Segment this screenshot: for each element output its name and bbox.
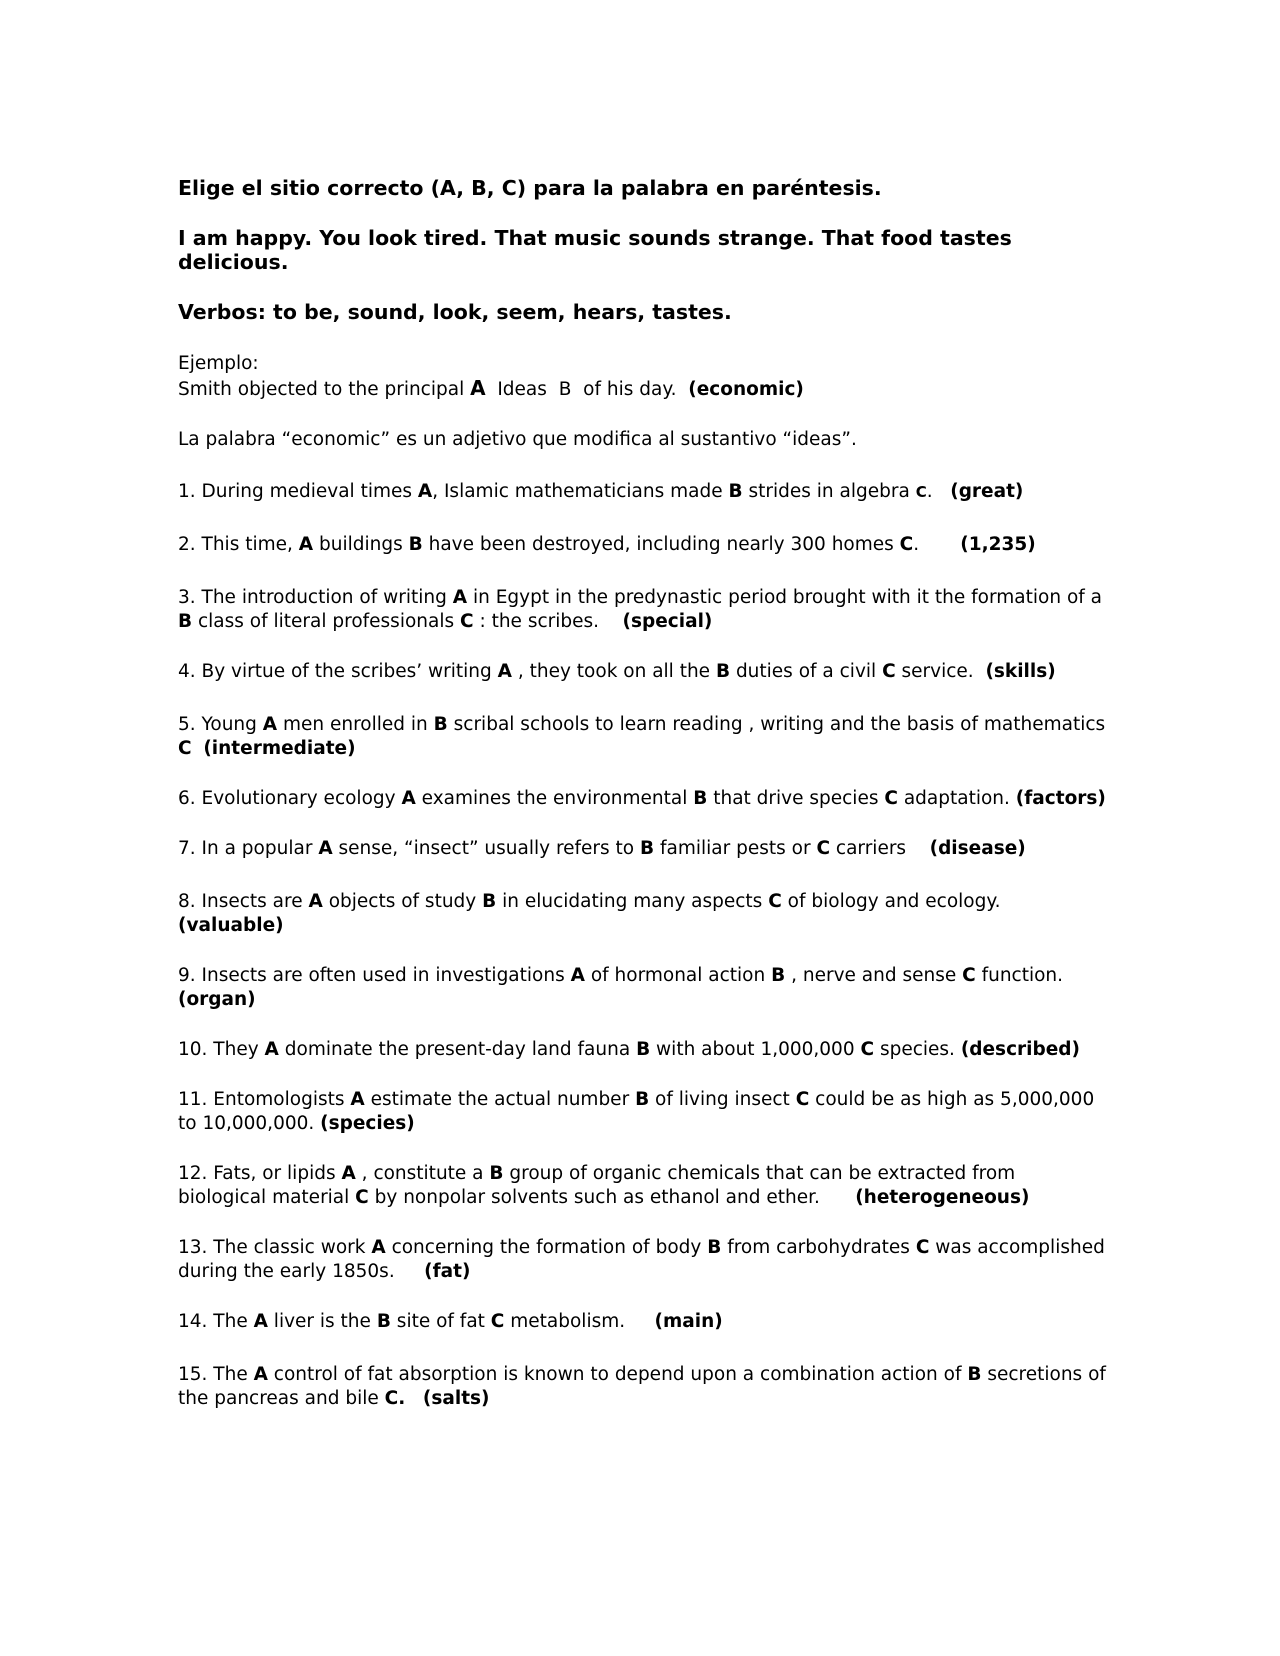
question-text: : the scribes. <box>473 611 623 632</box>
question-text: duties of a civil <box>730 661 883 682</box>
marker-b: B <box>707 1237 722 1258</box>
marker-a: A <box>497 661 512 682</box>
marker-a: A <box>350 1089 365 1110</box>
question-text: 7. In a popular <box>178 838 319 859</box>
question-text: control of fat absorption is known to depend upon a combination action of <box>267 1364 968 1385</box>
marker-b: B <box>635 1089 650 1110</box>
marker-c: C <box>355 1187 369 1208</box>
question-text: men enrolled in <box>277 714 434 735</box>
question-text: with about 1,000,000 <box>650 1039 861 1060</box>
marker-a: A <box>318 838 333 859</box>
marker-c: C <box>882 661 896 682</box>
marker-c: C <box>962 965 976 986</box>
answer-word: (salts) <box>422 1388 490 1409</box>
question-item <box>178 1363 1112 1411</box>
marker-a: A <box>341 1163 356 1184</box>
question-item <box>178 837 1108 861</box>
question-text: class of literal professionals <box>192 611 460 632</box>
question-text: group of organic chemicals that can be extracted from biological material <box>178 1163 1022 1208</box>
answer-word: (skills) <box>985 661 1056 682</box>
question-text: service. <box>895 661 986 682</box>
marker-a: A <box>264 1039 279 1060</box>
marker-c: C <box>460 611 474 632</box>
question-text: 9. Insects are often used in investigations <box>178 965 571 986</box>
question-text: scribal schools to learn reading , writing and the basis of mathematics <box>447 714 1112 735</box>
marker-a: A <box>298 534 314 555</box>
answer-word: (intermediate) <box>203 738 356 759</box>
question-text: concerning the formation of body <box>385 1237 708 1258</box>
answer-word: (1,235) <box>960 534 1036 555</box>
marker-c: C <box>490 1311 505 1332</box>
marker-b: B <box>178 611 193 632</box>
marker-c: C <box>915 483 927 501</box>
answer-word: (great) <box>950 481 1024 502</box>
question-text: , constitute a <box>355 1163 490 1184</box>
question-text: could be as high as 5,000,000 to 10,000,000. <box>178 1089 1101 1134</box>
question-text: , Islamic mathematicians made <box>432 481 729 502</box>
question-text <box>192 738 204 759</box>
marker-b: B <box>482 891 497 912</box>
question-text: 6. Evolutionary ecology <box>178 788 402 809</box>
marker-c: C <box>860 1039 875 1060</box>
question-item <box>178 1088 1108 1136</box>
question-text: familiar pests or <box>654 838 817 859</box>
question-item <box>178 713 1112 761</box>
question-text: of hormonal action <box>584 965 772 986</box>
question-text: from carbohydrates <box>721 1237 916 1258</box>
marker-b: B <box>728 481 743 502</box>
marker-a: A <box>262 714 278 735</box>
question-text: 1. During medieval times <box>178 481 418 502</box>
example-text-3: of his day. <box>571 379 689 400</box>
question-text: site of fat <box>390 1311 491 1332</box>
marker-c: C <box>795 1089 810 1110</box>
marker-c: C <box>178 738 192 759</box>
answer-word: (heterogeneous) <box>855 1187 1030 1208</box>
answer-word: (organ) <box>178 989 256 1010</box>
question-item <box>178 787 1108 811</box>
question-text: of living insect <box>649 1089 796 1110</box>
marker-a: A <box>470 376 486 400</box>
example-sentence <box>178 376 1108 402</box>
marker-b: B <box>433 714 448 735</box>
question-text: adaptation. <box>897 788 1016 809</box>
marker-b: B <box>408 534 423 555</box>
marker-a: A <box>417 481 433 502</box>
question-text: 12. Fats, or lipids <box>178 1163 342 1184</box>
question-item <box>178 964 1108 1012</box>
marker-c: C. <box>384 1388 406 1409</box>
example-label: Ejemplo: <box>178 353 259 374</box>
question-text: of biology and ecology. <box>781 891 1007 912</box>
answer-word: (factors) <box>1015 788 1106 809</box>
marker-c: C <box>915 1237 930 1258</box>
marker-a: A <box>253 1364 268 1385</box>
marker-c: C <box>816 838 831 859</box>
question-text: 2. This time, <box>178 534 299 555</box>
question-text: in elucidating many aspects <box>496 891 769 912</box>
question-text: 14. The <box>178 1311 254 1332</box>
answer-word: (fat) <box>424 1261 471 1282</box>
question-text: by nonpolar solvents such as ethanol and ether. <box>368 1187 856 1208</box>
question-text: species. <box>874 1039 961 1060</box>
question-text <box>405 1388 423 1409</box>
marker-c: C <box>899 534 914 555</box>
marker-a: A <box>401 788 416 809</box>
example-note: La palabra “economic” es un adjetivo que modifica al sustantivo “ideas”. <box>178 429 857 450</box>
question-text: 11. Entomologists <box>178 1089 351 1110</box>
marker-b: B <box>771 965 786 986</box>
example-text-1: Smith objected to the principal <box>178 379 471 400</box>
marker-a: A <box>452 587 468 608</box>
answer-word: (economic) <box>688 379 804 400</box>
question-text: , they took on all the <box>511 661 716 682</box>
question-item <box>178 1236 1111 1284</box>
question-text: in Egypt in the predynastic period brought with it the formation of a <box>467 587 1108 608</box>
question-text: was accomplished during the early 1850s. <box>178 1237 1111 1282</box>
marker-a: A <box>570 965 585 986</box>
question-text: 15. The <box>178 1364 254 1385</box>
answer-word: (species) <box>320 1113 415 1134</box>
question-text: 4. By virtue of the scribes’ writing <box>178 661 498 682</box>
question-text: . <box>926 481 951 502</box>
marker-a: A <box>253 1311 268 1332</box>
example-block <box>178 352 1108 402</box>
question-text: . <box>913 534 961 555</box>
question-text: 3. The introduction of writing <box>178 587 453 608</box>
question-item <box>178 1038 1108 1062</box>
question-text: metabolism. <box>504 1311 655 1332</box>
question-text: that drive species <box>707 788 885 809</box>
question-text: liver is the <box>267 1311 377 1332</box>
question-item <box>178 1162 1108 1210</box>
question-item <box>178 586 1108 634</box>
question-item <box>178 890 1108 938</box>
answer-word: (special) <box>622 611 713 632</box>
question-text: function. <box>975 965 1069 986</box>
marker-b: B <box>715 661 731 682</box>
answer-word: (main) <box>654 1311 723 1332</box>
example-text-2: Ideas <box>485 379 559 400</box>
question-list <box>178 480 1112 1411</box>
question-text: strides in algebra <box>742 481 916 502</box>
question-text: 8. Insects are <box>178 891 309 912</box>
example-sentences-heading: I am happy. You look tired. That music sounds strange. That food tastes delicious. <box>178 226 1012 274</box>
question-text: sense, “insect” usually refers to <box>332 838 640 859</box>
marker-b: B <box>489 1163 504 1184</box>
answer-word: (described) <box>960 1039 1080 1060</box>
question-text: estimate the actual number <box>364 1089 636 1110</box>
question-text: examines the environmental <box>415 788 694 809</box>
verbs-heading: Verbos: to be, sound, look, seem, hears, tastes. <box>178 300 732 324</box>
question-text: carriers <box>830 838 930 859</box>
question-text: 10. They <box>178 1039 265 1060</box>
marker-b: B <box>376 1311 391 1332</box>
marker-a: A <box>371 1237 386 1258</box>
question-text: buildings <box>313 534 409 555</box>
answer-word: (valuable) <box>178 915 284 936</box>
question-text: have been destroyed, including nearly 300 homes <box>422 534 900 555</box>
marker-b: B <box>558 379 572 400</box>
question-text: secretions of the pancreas and bile <box>178 1364 1112 1409</box>
marker-b: B <box>967 1364 982 1385</box>
marker-c: C <box>884 788 898 809</box>
question-text: 5. Young <box>178 714 263 735</box>
question-text: dominate the present-day land fauna <box>278 1039 637 1060</box>
question-item <box>178 660 1108 684</box>
question-text: objects of study <box>322 891 483 912</box>
marker-b: B <box>640 838 655 859</box>
question-item <box>178 480 1108 504</box>
question-item <box>178 533 1108 557</box>
marker-a: A <box>308 891 323 912</box>
instruction-heading: Elige el sitio correcto (A, B, C) para la palabra en paréntesis. <box>178 176 882 200</box>
marker-b: B <box>636 1039 651 1060</box>
question-text: 13. The classic work <box>178 1237 372 1258</box>
worksheet-page <box>178 176 1112 1437</box>
question-item <box>178 1310 1108 1334</box>
question-text: , nerve and sense <box>785 965 963 986</box>
marker-c: C <box>768 891 782 912</box>
marker-b: B <box>693 788 708 809</box>
answer-word: (disease) <box>929 838 1026 859</box>
